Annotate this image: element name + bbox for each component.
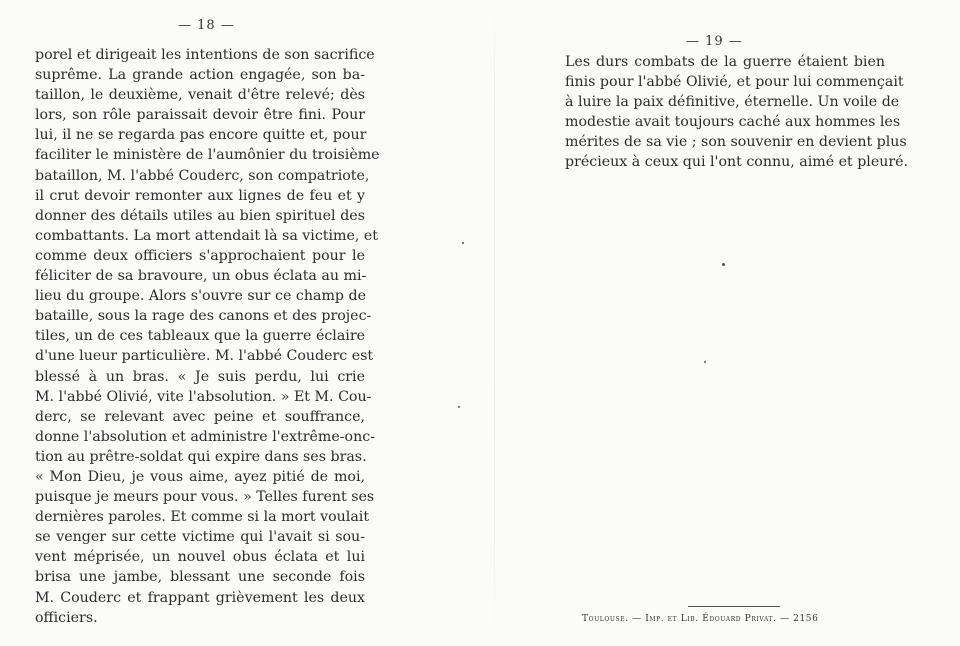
text-line: tiles, un de ces tableaux que la guerre éclaire [35, 328, 365, 345]
imprint-rule [688, 606, 780, 607]
text-line: donne l'absolution et administre l'extrême-onc- [35, 428, 375, 445]
text-line: taillon, le deuxième, venait d'être relevé; dès [35, 87, 365, 104]
text-line: suprême. La grande action engagée, son ba- [35, 67, 365, 84]
text-line: féliciter de sa bravoure, un obus éclata au mi- [35, 268, 367, 285]
right-page [490, 0, 960, 646]
text-line: faciliter le ministère de l'aumônier du troisième [35, 147, 380, 164]
text-line: blessé à un bras. « Je suis perdu, lui crie [35, 368, 365, 385]
body-text [565, 52, 909, 173]
text-line: modestie avait toujours caché aux hommes les [565, 114, 901, 131]
text-line: bataille, sous la rage des canons et des projec- [35, 308, 372, 325]
paper-speck [462, 242, 464, 244]
text-line: bataillon, M. l'abbé Couderc, son compatriote, [35, 167, 370, 184]
text-line: brisa une jambe, blessant une seconde fois [35, 569, 365, 586]
text-line: donner des détails utiles au bien spirituel des [35, 207, 365, 224]
text-line: mérites de sa vie ; son souvenir en devient plus [565, 134, 907, 151]
text-line: précieux à ceux qui l'ont connu, aimé et pleuré. [565, 154, 909, 171]
paper-speck [704, 361, 706, 363]
text-line: à luire la paix définitive, éternelle. Un voile de [565, 94, 900, 111]
text-line: porel et dirigeait les intentions de son sacrifice [35, 47, 375, 63]
text-line: puisque je meurs pour vous. » Telles furent ses [35, 489, 375, 506]
paper-speck [722, 263, 725, 266]
text-line: finis pour l'abbé Olivié, et pour lui commençait [565, 74, 904, 91]
body-text [35, 45, 380, 628]
text-line: officiers. [35, 609, 98, 626]
text-line: « Mon Dieu, je vous aime, ayez pitié de moi, [35, 468, 365, 485]
text-line: M. Couderc et frappant grièvement les deux [35, 589, 365, 606]
text-line: vent méprisée, un nouvel obus éclata et lui [35, 549, 365, 566]
text-line: M. l'abbé Olivié, vite l'absolution. » Et M. Cou- [35, 388, 372, 405]
text-line: derc, se relevant avec peine et souffrance, [35, 408, 365, 425]
text-line: lui, il ne se regarda pas encore quitte et, pour [35, 127, 367, 144]
paper-speck [458, 406, 460, 408]
text-line: tion au prêtre-soldat qui expire dans ses bras. [35, 448, 367, 465]
page-number: — 19 — [686, 34, 743, 49]
text-line: lieu du groupe. Alors s'ouvre sur ce champ de [35, 288, 366, 305]
page-number: — 18 — [178, 18, 235, 33]
text-line: lors, son rôle paraissait devoir être fini. Pour [35, 107, 365, 124]
text-line: d'une lueur particulière. M. l'abbé Couderc est [35, 348, 374, 365]
text-line: se venger sur cette victime qui l'avait si sou- [35, 529, 365, 546]
text-line: comme deux officiers s'approchaient pour le [35, 247, 365, 264]
text-line: il crut devoir remonter aux lignes de feu et y [35, 187, 365, 204]
text-line: Les durs combats de la guerre étaient bien [565, 54, 885, 70]
text-line: dernières paroles. Et comme si la mort voulait [35, 509, 370, 526]
printer-imprint: Toulouse. — Imp. et Lib. Édouard Privat. — 2156 [582, 614, 819, 624]
text-line: combattants. La mort attendait là sa victime, et [35, 227, 379, 244]
